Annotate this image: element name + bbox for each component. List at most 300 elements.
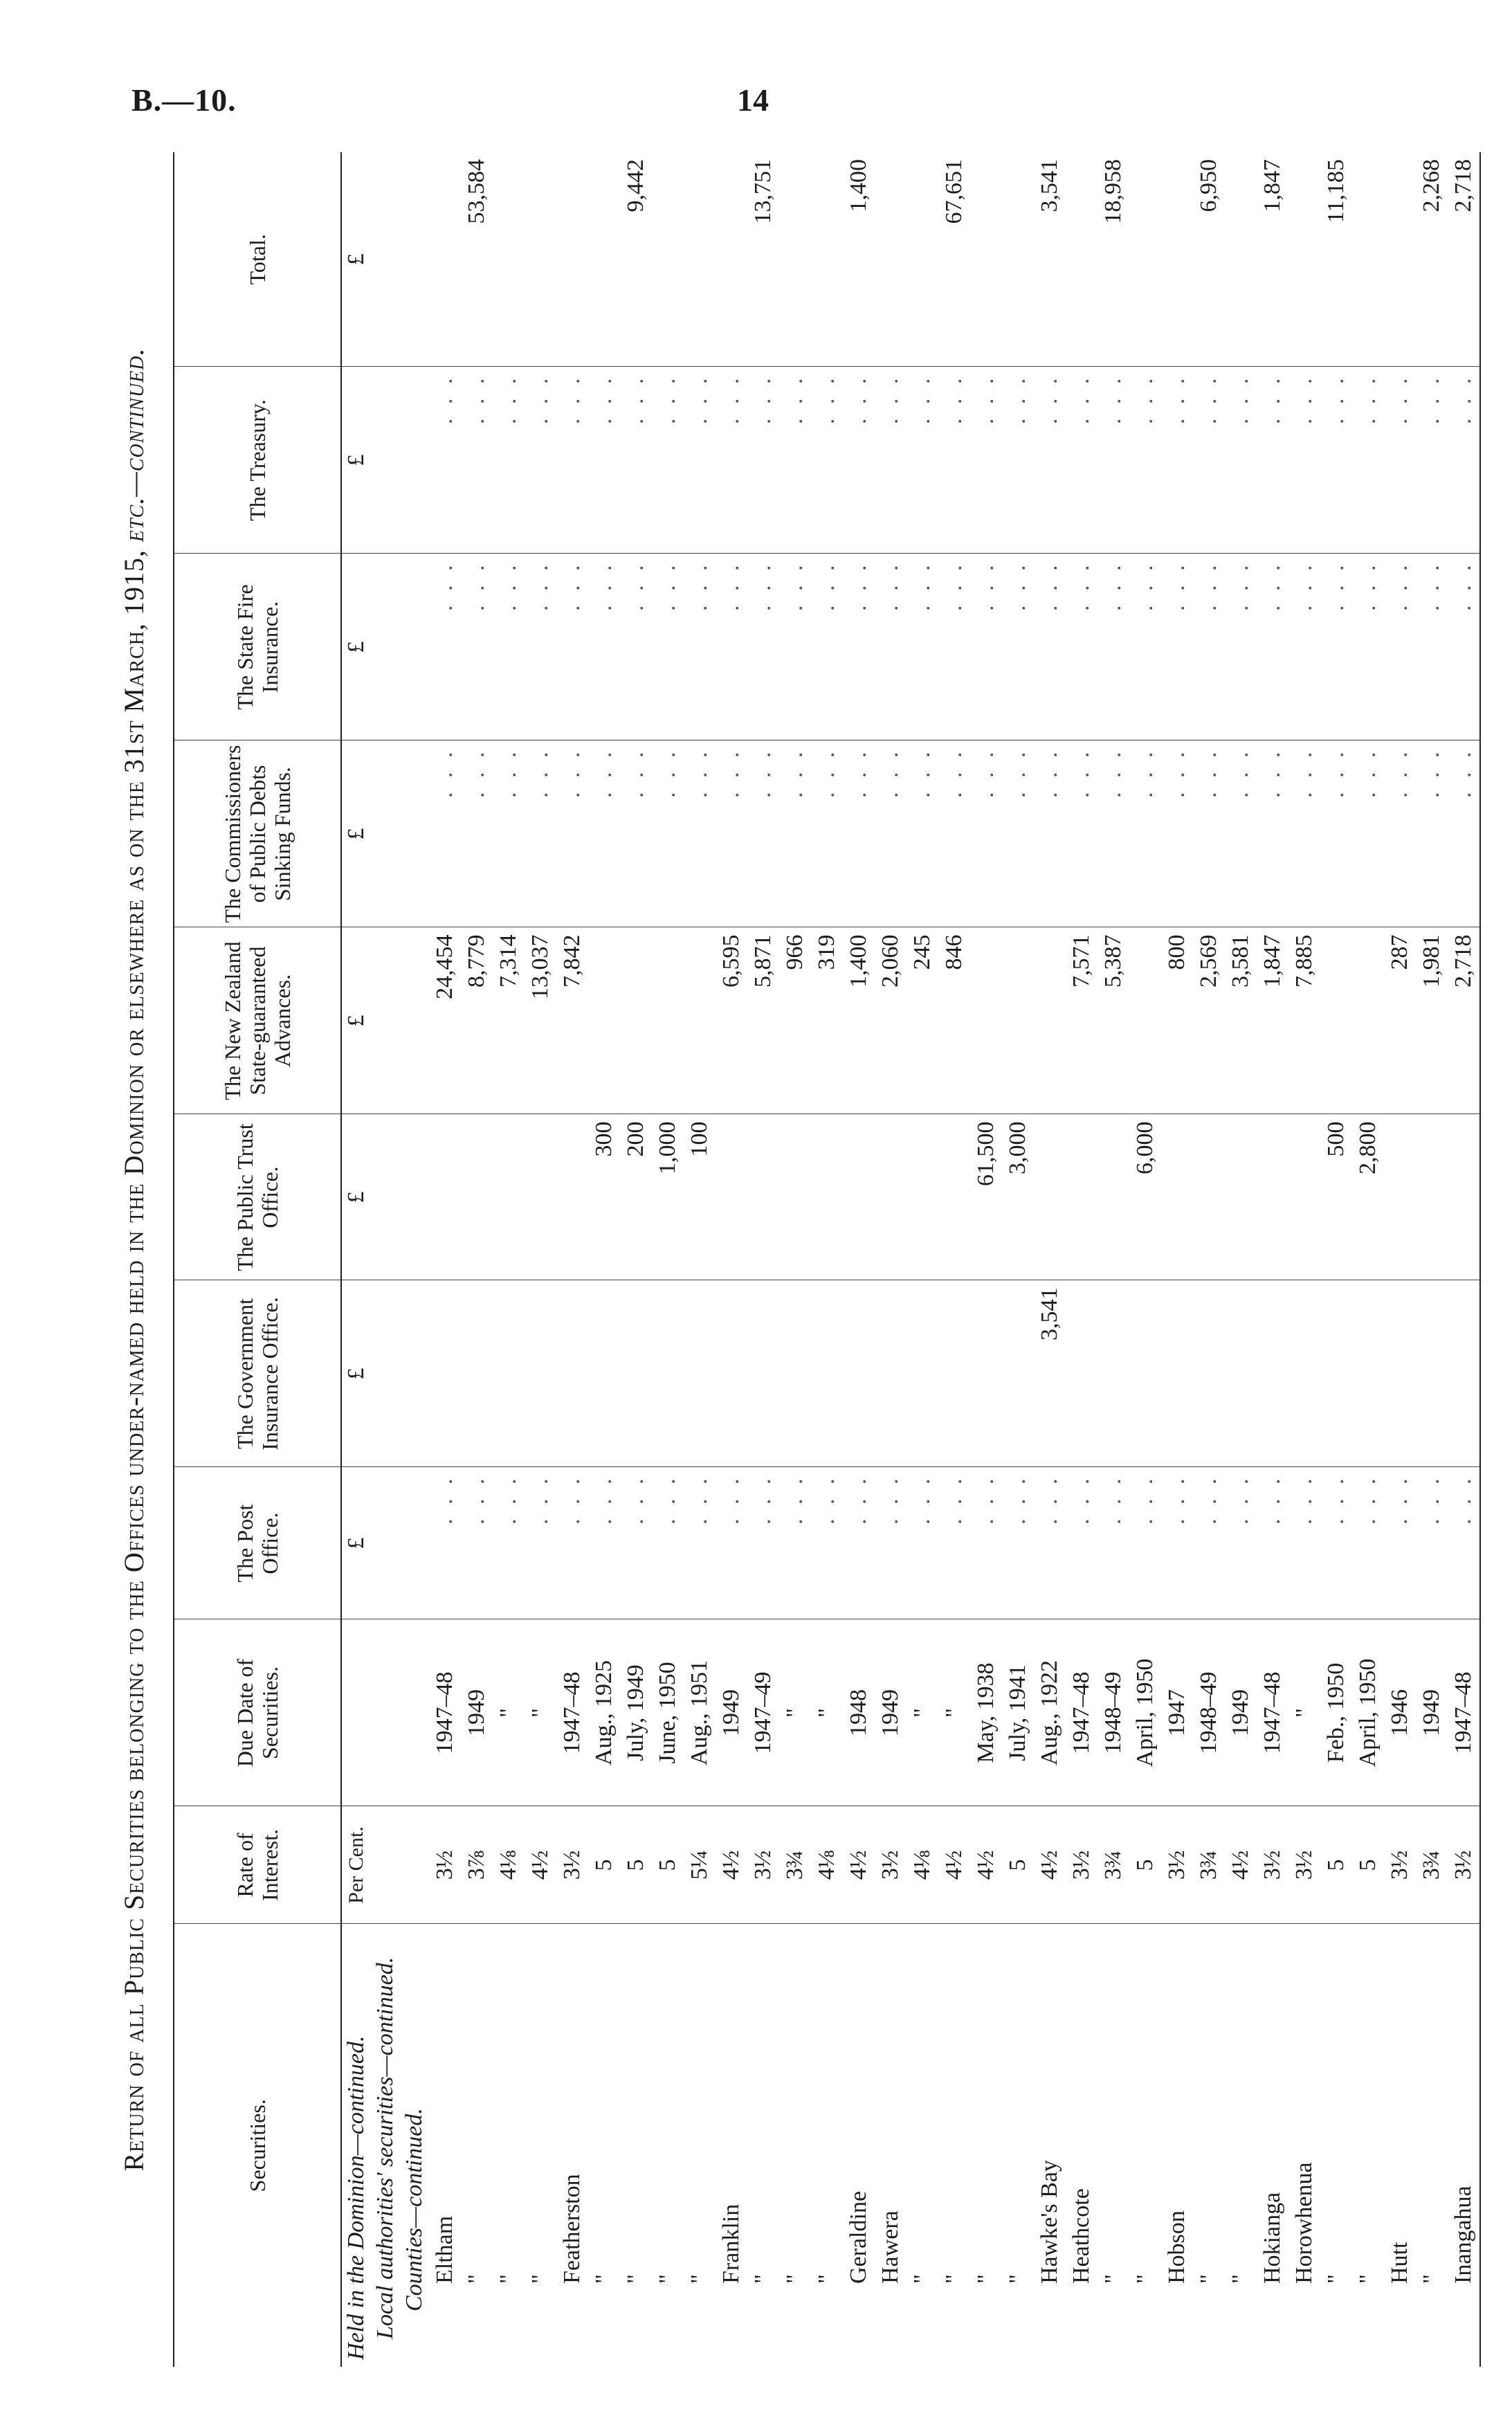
treasury-value: . . . bbox=[1320, 367, 1352, 554]
table-row bbox=[779, 152, 811, 2367]
security-name: " bbox=[1416, 1924, 1448, 2367]
col-commissioners: The Commissioners of Public Debts Sinking Funds. bbox=[174, 740, 341, 927]
total-value: 1,847 bbox=[1259, 159, 1285, 212]
government-insurance-value bbox=[938, 1280, 970, 1467]
state-fire-value: . . . bbox=[843, 554, 875, 740]
commissioners-value: . . . bbox=[1352, 740, 1384, 927]
government-insurance-value bbox=[1225, 1280, 1257, 1467]
commissioners-value: . . . bbox=[620, 740, 652, 927]
rate-of-interest: 3½ bbox=[1257, 1806, 1288, 1924]
treasury-value: . . . bbox=[843, 367, 875, 554]
public-trust-value bbox=[1097, 1114, 1129, 1280]
public-trust-value bbox=[1066, 1114, 1097, 1280]
government-insurance-value bbox=[461, 1280, 493, 1467]
nz-state-advances-value: 13,037 bbox=[525, 927, 556, 1114]
treasury-value: . . . bbox=[684, 367, 716, 554]
table-row bbox=[684, 152, 716, 2367]
col-public-trust: The Public Trust Office. bbox=[174, 1114, 341, 1280]
heading-counties: Counties—continued. bbox=[400, 1924, 429, 2367]
col-securities: Securities. bbox=[174, 1924, 341, 2367]
due-date: " bbox=[907, 1619, 938, 1806]
rate-of-interest: 3¾ bbox=[779, 1806, 811, 1924]
total-value bbox=[970, 152, 1002, 367]
nz-state-advances-value: 966 bbox=[779, 927, 811, 1114]
treasury-value: . . . bbox=[1097, 367, 1129, 554]
nz-state-advances-value: 7,842 bbox=[556, 927, 588, 1114]
col-treasury: The Treasury. bbox=[174, 367, 341, 554]
treasury-value: . . . bbox=[493, 367, 525, 554]
units-row bbox=[341, 152, 371, 2367]
treasury-value: . . . bbox=[716, 367, 747, 554]
due-date: " bbox=[938, 1619, 970, 1806]
public-trust-value bbox=[1034, 1114, 1066, 1280]
total-value: 53,584 bbox=[464, 159, 489, 224]
post-office-value: . . . bbox=[1161, 1467, 1193, 1619]
pound-sign: £ bbox=[341, 554, 371, 740]
nz-state-advances-value bbox=[1002, 927, 1034, 1114]
government-insurance-value bbox=[843, 1280, 875, 1467]
state-fire-value: . . . bbox=[1416, 554, 1448, 740]
public-trust-value bbox=[1448, 1114, 1480, 1280]
total-value bbox=[811, 152, 843, 367]
state-fire-value: . . . bbox=[429, 554, 461, 740]
government-insurance-value bbox=[779, 1280, 811, 1467]
security-name: " bbox=[588, 1924, 620, 2367]
security-name: Heathcote bbox=[1066, 1924, 1097, 2367]
state-fire-value: . . . bbox=[1288, 554, 1320, 740]
rate-of-interest: 3½ bbox=[747, 1806, 779, 1924]
government-insurance-value bbox=[1288, 1280, 1320, 1467]
treasury-value: . . . bbox=[1257, 367, 1288, 554]
post-office-value: . . . bbox=[493, 1467, 525, 1619]
commissioners-value: . . . bbox=[907, 740, 938, 927]
nz-state-advances-value bbox=[970, 927, 1002, 1114]
commissioners-value: . . . bbox=[1034, 740, 1066, 927]
security-name: " bbox=[684, 1924, 716, 2367]
due-date: 1947 bbox=[1161, 1619, 1193, 1806]
pound-sign: £ bbox=[341, 1280, 371, 1467]
government-insurance-value bbox=[652, 1280, 684, 1467]
government-insurance-value bbox=[1416, 1280, 1448, 1467]
post-office-value: . . . bbox=[1225, 1467, 1257, 1619]
security-name: " bbox=[1193, 1924, 1225, 2367]
nz-state-advances-value bbox=[1129, 927, 1161, 1114]
public-trust-value bbox=[461, 1114, 493, 1280]
security-name: " bbox=[907, 1924, 938, 2367]
rate-of-interest: 4⅛ bbox=[907, 1806, 938, 1924]
nz-state-advances-value: 2,569 bbox=[1193, 927, 1225, 1114]
public-trust-value: 200 bbox=[620, 1114, 652, 1280]
rate-of-interest: 5 bbox=[652, 1806, 684, 1924]
security-name: " bbox=[1097, 1924, 1129, 2367]
nz-state-advances-value: 245 bbox=[907, 927, 938, 1114]
government-insurance-value bbox=[1129, 1280, 1161, 1467]
total-value bbox=[525, 152, 556, 367]
public-trust-value bbox=[1161, 1114, 1193, 1280]
rate-of-interest: 3½ bbox=[429, 1806, 461, 1924]
treasury-value: . . . bbox=[1448, 367, 1480, 554]
heading-held: Held in the Dominion—continued. bbox=[341, 1924, 371, 2367]
post-office-value: . . . bbox=[1257, 1467, 1288, 1619]
nz-state-advances-value: 8,779 bbox=[461, 927, 493, 1114]
treasury-value: . . . bbox=[875, 367, 907, 554]
table-row bbox=[429, 152, 461, 2367]
treasury-value: . . . bbox=[1225, 367, 1257, 554]
nz-state-advances-value: 5,387 bbox=[1097, 927, 1129, 1114]
nz-state-advances-value bbox=[1320, 927, 1352, 1114]
total-value: 18,958 bbox=[1100, 159, 1126, 224]
nz-state-advances-value: 2,718 bbox=[1448, 927, 1480, 1114]
commissioners-value: . . . bbox=[525, 740, 556, 927]
rate-of-interest: 4½ bbox=[938, 1806, 970, 1924]
state-fire-value: . . . bbox=[1161, 554, 1193, 740]
rate-of-interest: 4½ bbox=[843, 1806, 875, 1924]
government-insurance-value bbox=[429, 1280, 461, 1467]
due-date: " bbox=[1288, 1619, 1320, 1806]
public-trust-value bbox=[525, 1114, 556, 1280]
commissioners-value: . . . bbox=[1288, 740, 1320, 927]
post-office-value: . . . bbox=[525, 1467, 556, 1619]
security-name: " bbox=[525, 1924, 556, 2367]
state-fire-value: . . . bbox=[1034, 554, 1066, 740]
due-date: June, 1950 bbox=[652, 1619, 684, 1806]
nz-state-advances-value: 1,981 bbox=[1416, 927, 1448, 1114]
table-row bbox=[1257, 152, 1288, 2367]
page-number: 14 bbox=[737, 82, 769, 118]
rate-of-interest: 5 bbox=[1129, 1806, 1161, 1924]
table-row bbox=[620, 152, 652, 2367]
state-fire-value: . . . bbox=[1129, 554, 1161, 740]
post-office-value: . . . bbox=[1384, 1467, 1416, 1619]
col-rate: Rate of Interest. bbox=[174, 1806, 341, 1924]
pound-sign: £ bbox=[341, 1114, 371, 1280]
rate-of-interest: 5 bbox=[588, 1806, 620, 1924]
public-trust-value bbox=[1416, 1114, 1448, 1280]
due-date: July, 1941 bbox=[1002, 1619, 1034, 1806]
commissioners-value: . . . bbox=[970, 740, 1002, 927]
due-date: 1949 bbox=[716, 1619, 747, 1806]
state-fire-value: . . . bbox=[938, 554, 970, 740]
government-insurance-value bbox=[1352, 1280, 1384, 1467]
table-row bbox=[1448, 152, 1480, 2367]
commissioners-value: . . . bbox=[556, 740, 588, 927]
treasury-value: . . . bbox=[779, 367, 811, 554]
government-insurance-value bbox=[684, 1280, 716, 1467]
commissioners-value: . . . bbox=[1129, 740, 1161, 927]
treasury-value: . . . bbox=[1193, 367, 1225, 554]
nz-state-advances-value bbox=[620, 927, 652, 1114]
rate-of-interest: 5 bbox=[620, 1806, 652, 1924]
government-insurance-value bbox=[588, 1280, 620, 1467]
commissioners-value: . . . bbox=[1257, 740, 1288, 927]
nz-state-advances-value bbox=[588, 927, 620, 1114]
post-office-value: . . . bbox=[1288, 1467, 1320, 1619]
table-row bbox=[556, 152, 588, 2367]
commissioners-value: . . . bbox=[684, 740, 716, 927]
treasury-value: . . . bbox=[461, 367, 493, 554]
treasury-value: . . . bbox=[1288, 367, 1320, 554]
government-insurance-value: 3,541 bbox=[1034, 1280, 1066, 1467]
state-fire-value: . . . bbox=[1257, 554, 1288, 740]
state-fire-value: . . . bbox=[970, 554, 1002, 740]
state-fire-value: . . . bbox=[1097, 554, 1129, 740]
table-row bbox=[1384, 152, 1416, 2367]
treasury-value: . . . bbox=[1034, 367, 1066, 554]
public-trust-value bbox=[779, 1114, 811, 1280]
rate-of-interest: 4½ bbox=[970, 1806, 1002, 1924]
total-value: 2,718 bbox=[1448, 152, 1480, 367]
treasury-value: . . . bbox=[938, 367, 970, 554]
total-value bbox=[588, 152, 620, 367]
security-name: Hawke's Bay bbox=[1034, 1924, 1066, 2367]
commissioners-value: . . . bbox=[716, 740, 747, 927]
total-value bbox=[493, 152, 525, 367]
post-office-value: . . . bbox=[1320, 1467, 1352, 1619]
post-office-value: . . . bbox=[1097, 1467, 1129, 1619]
treasury-value: . . . bbox=[1352, 367, 1384, 554]
col-post-office: The Post Office. bbox=[174, 1467, 341, 1619]
security-name: " bbox=[779, 1924, 811, 2367]
government-insurance-value bbox=[1193, 1280, 1225, 1467]
table-row bbox=[1193, 152, 1225, 2367]
treasury-value: . . . bbox=[1066, 367, 1097, 554]
rate-of-interest: 3⅞ bbox=[461, 1806, 493, 1924]
due-date: 1946 bbox=[1384, 1619, 1416, 1806]
security-name: Eltham bbox=[429, 1924, 461, 2367]
state-fire-value: . . . bbox=[620, 554, 652, 740]
security-name: " bbox=[620, 1924, 652, 2367]
security-name: Featherston bbox=[556, 1924, 588, 2367]
state-fire-value: . . . bbox=[1225, 554, 1257, 740]
total-value: 9,442 bbox=[623, 159, 648, 212]
public-trust-value bbox=[1288, 1114, 1320, 1280]
treasury-value: . . . bbox=[907, 367, 938, 554]
rate-of-interest: 3½ bbox=[875, 1806, 907, 1924]
due-date: 1947–48 bbox=[556, 1619, 588, 1806]
due-date: 1948–49 bbox=[1193, 1619, 1225, 1806]
treasury-value: . . . bbox=[1002, 367, 1034, 554]
state-fire-value: . . . bbox=[907, 554, 938, 740]
post-office-value: . . . bbox=[429, 1467, 461, 1619]
security-name: " bbox=[747, 1924, 779, 2367]
treasury-value: . . . bbox=[556, 367, 588, 554]
public-trust-value bbox=[1193, 1114, 1225, 1280]
due-date: 1948 bbox=[843, 1619, 875, 1806]
col-nz-state-advances: The New Zealand State-guaranteed Advances. bbox=[174, 927, 341, 1114]
state-fire-value: . . . bbox=[747, 554, 779, 740]
security-name: " bbox=[1002, 1924, 1034, 2367]
rate-of-interest: 4½ bbox=[525, 1806, 556, 1924]
post-office-value: . . . bbox=[843, 1467, 875, 1619]
security-name: Franklin bbox=[716, 1924, 747, 2367]
table-row bbox=[1288, 152, 1320, 2367]
post-office-value: . . . bbox=[1416, 1467, 1448, 1619]
state-fire-value: . . . bbox=[716, 554, 747, 740]
treasury-value: . . . bbox=[652, 367, 684, 554]
rate-of-interest: 3½ bbox=[1066, 1806, 1097, 1924]
post-office-value: . . . bbox=[1352, 1467, 1384, 1619]
treasury-value: . . . bbox=[1129, 367, 1161, 554]
state-fire-value: . . . bbox=[556, 554, 588, 740]
government-insurance-value bbox=[493, 1280, 525, 1467]
table-row bbox=[461, 152, 493, 2367]
total-value bbox=[1066, 152, 1097, 367]
due-date: 1948–49 bbox=[1097, 1619, 1129, 1806]
post-office-value: . . . bbox=[779, 1467, 811, 1619]
nz-state-advances-value: 319 bbox=[811, 927, 843, 1114]
public-trust-value: 3,000 bbox=[1002, 1114, 1034, 1280]
post-office-value: . . . bbox=[907, 1467, 938, 1619]
security-name: Horowhenua bbox=[1288, 1924, 1320, 2367]
nz-state-advances-value: 24,454 bbox=[429, 927, 461, 1114]
pound-sign: £ bbox=[341, 367, 371, 554]
per-cent-label: Per Cent. bbox=[341, 1806, 371, 1924]
col-government-insurance: The Government Insurance Office. bbox=[174, 1280, 341, 1467]
nz-state-advances-value: 846 bbox=[938, 927, 970, 1114]
nz-state-advances-value: 800 bbox=[1161, 927, 1193, 1114]
table-row bbox=[970, 152, 1002, 2367]
government-insurance-value bbox=[747, 1280, 779, 1467]
total-value: 11,185 bbox=[1323, 159, 1349, 224]
nz-state-advances-value: 2,060 bbox=[875, 927, 907, 1114]
nz-state-advances-value: 287 bbox=[1384, 927, 1416, 1114]
treasury-value: . . . bbox=[970, 367, 1002, 554]
nz-state-advances-value: 3,581 bbox=[1225, 927, 1257, 1114]
government-insurance-value bbox=[1448, 1280, 1480, 1467]
commissioners-value: . . . bbox=[747, 740, 779, 927]
public-trust-value bbox=[716, 1114, 747, 1280]
public-trust-value: 61,500 bbox=[970, 1114, 1002, 1280]
due-date: 1949 bbox=[461, 1619, 493, 1806]
nz-state-advances-value: 1,400 bbox=[843, 927, 875, 1114]
post-office-value: . . . bbox=[652, 1467, 684, 1619]
due-date: 1947–48 bbox=[1448, 1619, 1480, 1806]
post-office-value: . . . bbox=[938, 1467, 970, 1619]
state-fire-value: . . . bbox=[652, 554, 684, 740]
post-office-value: . . . bbox=[1193, 1467, 1225, 1619]
treasury-value: . . . bbox=[811, 367, 843, 554]
commissioners-value: . . . bbox=[461, 740, 493, 927]
total-value bbox=[1002, 152, 1034, 367]
table-row bbox=[843, 152, 875, 2367]
public-trust-value bbox=[747, 1114, 779, 1280]
table-row bbox=[1129, 152, 1161, 2367]
table-row bbox=[907, 152, 938, 2367]
table-row bbox=[875, 152, 907, 2367]
state-fire-value: . . . bbox=[811, 554, 843, 740]
commissioners-value: . . . bbox=[1002, 740, 1034, 927]
rate-of-interest: 3¾ bbox=[1416, 1806, 1448, 1924]
commissioners-value: . . . bbox=[652, 740, 684, 927]
commissioners-value: . . . bbox=[779, 740, 811, 927]
total-value bbox=[1288, 152, 1320, 367]
security-name: " bbox=[1225, 1924, 1257, 2367]
pound-sign: £ bbox=[343, 253, 369, 266]
pound-sign: £ bbox=[341, 927, 371, 1114]
security-name: Hutt bbox=[1384, 1924, 1416, 2367]
state-fire-value: . . . bbox=[684, 554, 716, 740]
due-date: Aug., 1922 bbox=[1034, 1619, 1066, 1806]
pound-sign: £ bbox=[341, 740, 371, 927]
table-row bbox=[1066, 152, 1097, 2367]
public-trust-value bbox=[938, 1114, 970, 1280]
commissioners-value: . . . bbox=[1448, 740, 1480, 927]
public-trust-value: 300 bbox=[588, 1114, 620, 1280]
government-insurance-value bbox=[1161, 1280, 1193, 1467]
government-insurance-value bbox=[620, 1280, 652, 1467]
commissioners-value: . . . bbox=[843, 740, 875, 927]
col-due-date: Due Date of Securities. bbox=[174, 1619, 341, 1806]
total-value bbox=[429, 152, 461, 367]
security-name: " bbox=[811, 1924, 843, 2367]
table-row bbox=[1161, 152, 1193, 2367]
table-row bbox=[1320, 152, 1352, 2367]
commissioners-value: . . . bbox=[588, 740, 620, 927]
table-row bbox=[493, 152, 525, 2367]
security-name: " bbox=[652, 1924, 684, 2367]
table-row bbox=[747, 152, 779, 2367]
government-insurance-value bbox=[970, 1280, 1002, 1467]
rate-of-interest: 5 bbox=[1320, 1806, 1352, 1924]
due-date: April, 1950 bbox=[1129, 1619, 1161, 1806]
public-trust-value bbox=[1257, 1114, 1288, 1280]
commissioners-value: . . . bbox=[875, 740, 907, 927]
post-office-value: . . . bbox=[620, 1467, 652, 1619]
due-date: " bbox=[779, 1619, 811, 1806]
security-name: " bbox=[1320, 1924, 1352, 2367]
commissioners-value: . . . bbox=[1384, 740, 1416, 927]
subheading-row bbox=[371, 152, 400, 2367]
government-insurance-value bbox=[1097, 1280, 1129, 1467]
state-fire-value: . . . bbox=[1193, 554, 1225, 740]
public-trust-value: 2,800 bbox=[1352, 1114, 1384, 1280]
government-insurance-value bbox=[875, 1280, 907, 1467]
due-date: Feb., 1950 bbox=[1320, 1619, 1352, 1806]
heading-local-authorities: Local authorities' securities—continued. bbox=[371, 1924, 400, 2367]
rate-of-interest: 4⅛ bbox=[811, 1806, 843, 1924]
public-trust-value: 500 bbox=[1320, 1114, 1352, 1280]
treasury-value: . . . bbox=[747, 367, 779, 554]
government-insurance-value bbox=[811, 1280, 843, 1467]
public-trust-value: 100 bbox=[684, 1114, 716, 1280]
nz-state-advances-value: 1,847 bbox=[1257, 927, 1288, 1114]
security-name: Hawera bbox=[875, 1924, 907, 2367]
header-row bbox=[174, 152, 341, 2367]
government-insurance-value bbox=[1002, 1280, 1034, 1467]
due-date: Aug., 1951 bbox=[684, 1619, 716, 1806]
treasury-value: . . . bbox=[1161, 367, 1193, 554]
title-main: Return of all Public Securities belonging to the Offices under-named held in the Dominion or elsewhere as on the 31st March, 1915, bbox=[118, 549, 149, 2172]
rate-of-interest: 5 bbox=[1002, 1806, 1034, 1924]
nz-state-advances-value bbox=[684, 927, 716, 1114]
post-office-value: . . . bbox=[970, 1467, 1002, 1619]
rate-of-interest: 3¾ bbox=[1097, 1806, 1129, 1924]
security-name: " bbox=[1129, 1924, 1161, 2367]
post-office-value: . . . bbox=[684, 1467, 716, 1619]
total-value: 1,400 bbox=[846, 159, 871, 212]
commissioners-value: . . . bbox=[1193, 740, 1225, 927]
public-trust-value bbox=[907, 1114, 938, 1280]
public-trust-value bbox=[493, 1114, 525, 1280]
government-insurance-value bbox=[1320, 1280, 1352, 1467]
due-date: " bbox=[493, 1619, 525, 1806]
total-value bbox=[907, 152, 938, 367]
due-date: Aug., 1925 bbox=[588, 1619, 620, 1806]
nz-state-advances-value: 5,871 bbox=[747, 927, 779, 1114]
commissioners-value: . . . bbox=[1320, 740, 1352, 927]
total-value: 13,751 bbox=[750, 159, 776, 224]
treasury-value: . . . bbox=[429, 367, 461, 554]
